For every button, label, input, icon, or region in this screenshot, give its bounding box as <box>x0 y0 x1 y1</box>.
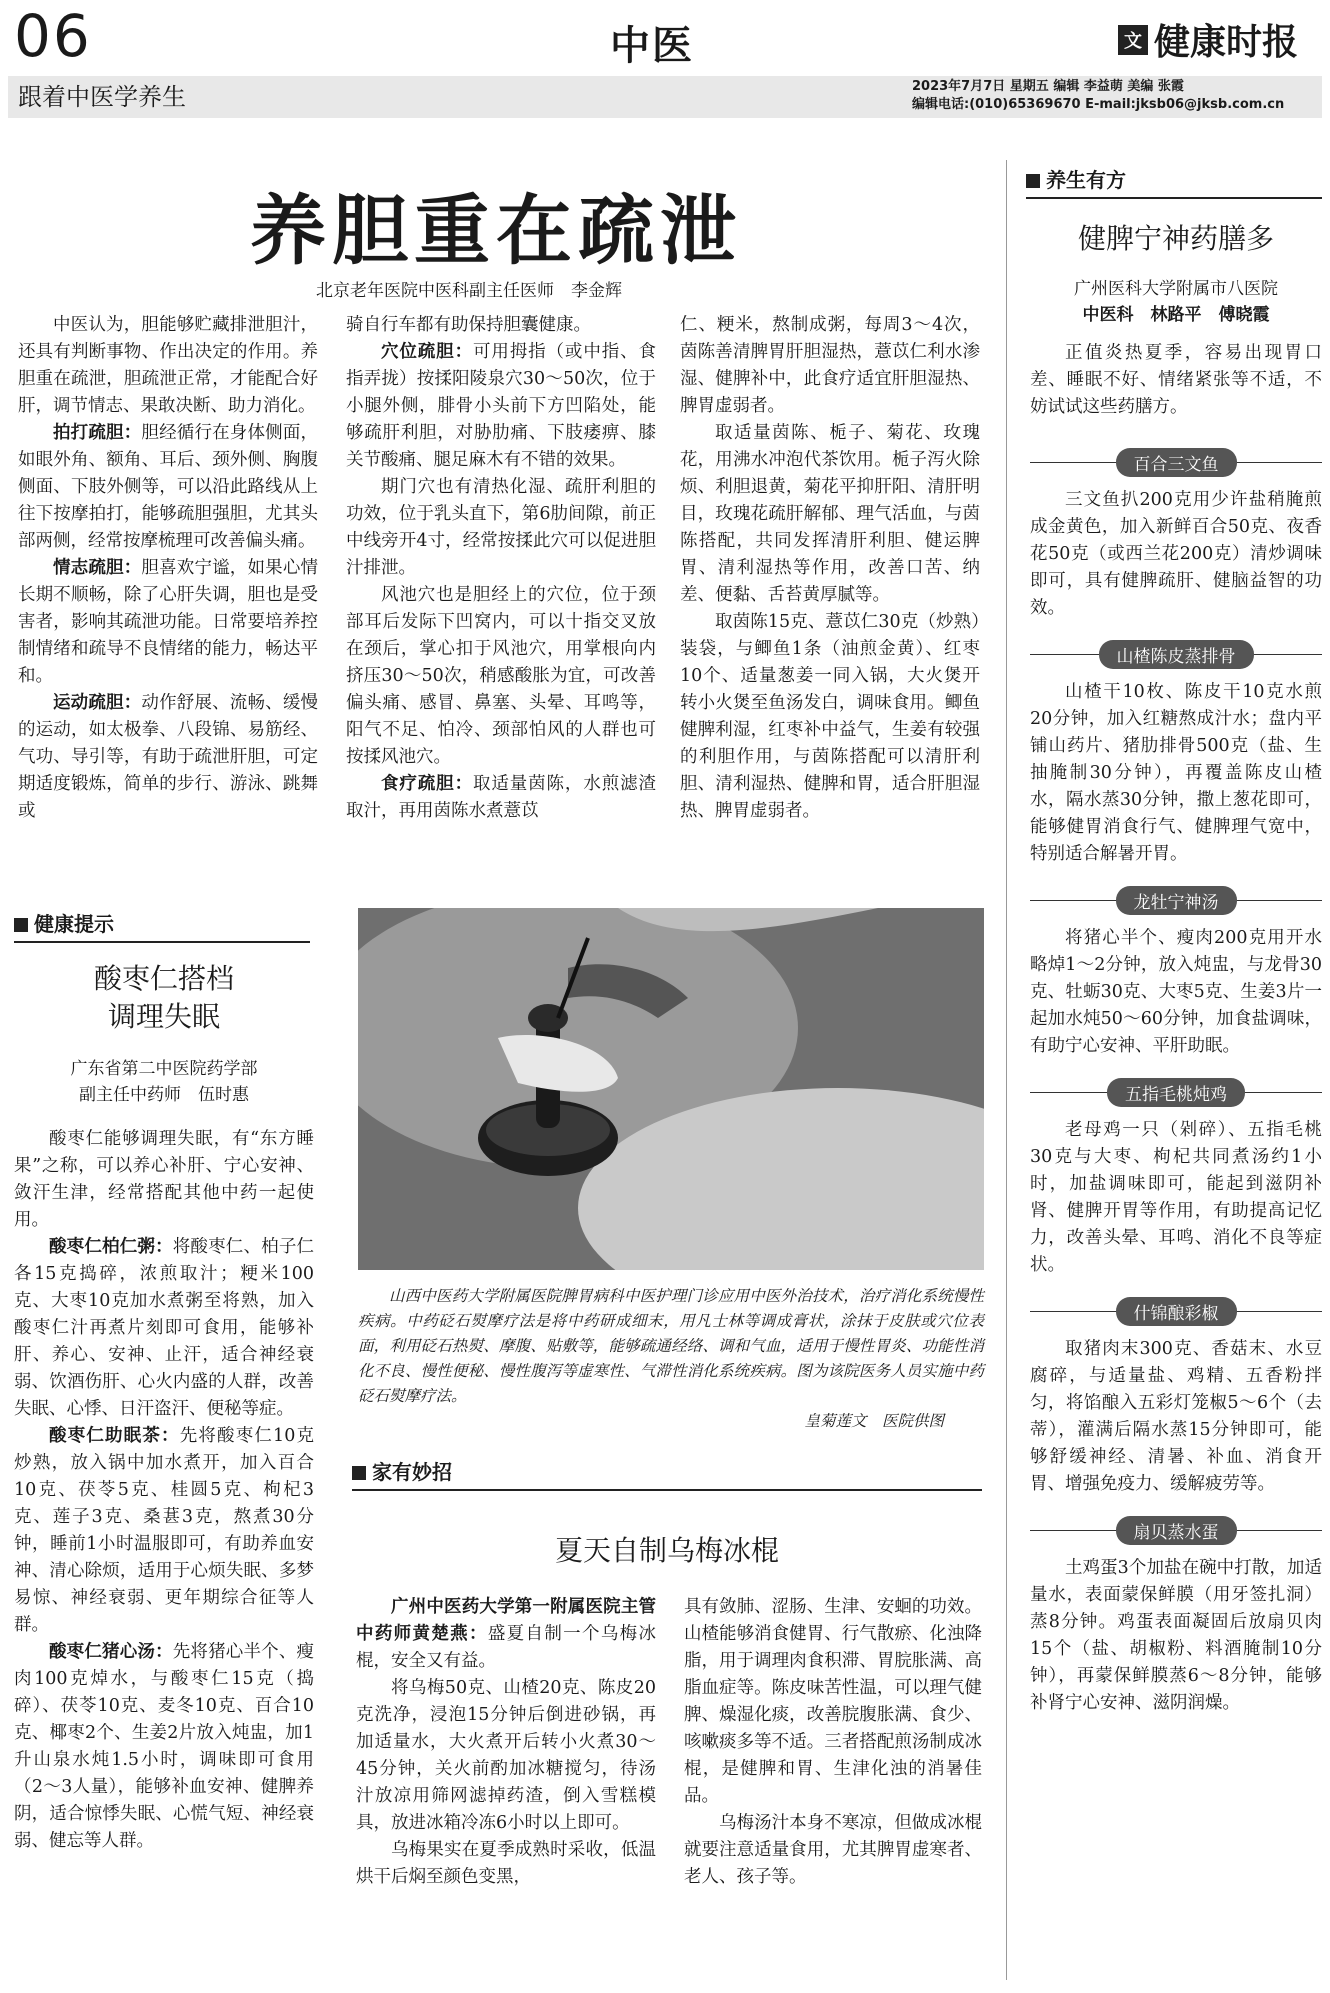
paragraph <box>680 312 980 420</box>
editor-info <box>912 78 1284 114</box>
rule <box>1030 1311 1116 1312</box>
byline: 北京老年医院中医科副主任医师 李金辉 <box>316 281 622 301</box>
paragraph-text: 先将酸枣仁10克炒熟，放入锅中加水煮开，加入百合10克、茯苓5克、桂圆5克、枸杞3克、莲子3克、桑葚3克，熬煮30分钟，睡前1小时温服即可，有助养血安神、清心除烦，适用于心烦失眠、多梦易惊、神经衰弱、更年期综合征等人群。 <box>14 1426 314 1635</box>
lead-in: 酸枣仁助眠茶： <box>49 1426 180 1446</box>
paragraph-text: 中医认为，胆能够贮藏排泄胆汁，还具有判断事物、作出决定的作用。养胆重在疏泄，胆疏泄正常，才能配合好肝，调节情志、果敢决断、助力消化。 <box>18 315 318 416</box>
rule <box>1030 1092 1107 1093</box>
recipe <box>1030 886 1322 1060</box>
home-title: 夏天自制乌梅冰棍 <box>554 1534 779 1567</box>
paragraph-text: 具有敛肺、涩肠、生津、安蛔的功效。山楂能够消食健胃、行气散瘀、化浊降脂，用于调理肉食积滞、胃脘胀满、高脂血症等。陈皮味苦性温，可以理气健脾、燥湿化痰，改善脘腹胀满、食少、咳嗽痰多等不适。三者搭配煎汤制成冰棍，是健脾和胃、生津化浊的消暑佳品。 <box>684 1597 982 1806</box>
photo-illustration <box>358 908 984 1270</box>
section-marker <box>14 918 28 932</box>
caption-text: 山西中医药大学附属医院脾胃病科中医护理门诊应用中医外治技术，治疗消化系统慢性疾病。中药砭石熨摩疗法是将中药研成细末，用凡士林等调成膏状，涂抹于皮肤或穴位表面，利用砭石热熨、摩腹、贴敷等，能够疏通经络、调和气血，适用于慢性胃炎、功能性消化不良、慢性便秘、慢性腹泻等虚寒性、气滞性消化系统疾病。图为该院医务人员实施中药砭石熨摩疗法。 <box>358 1287 984 1405</box>
lead-in: 酸枣仁柏仁粥： <box>49 1237 173 1257</box>
paragraph-text: 取适量茵陈，水煎滤渣取汁，再用茵陈水煮薏苡 <box>346 774 657 821</box>
paragraph <box>356 1837 656 1891</box>
recipe-text: 山楂干10枚、陈皮干10克水煎20分钟，加入红糖熬成汁水；盘内平铺山药片、猪肋排骨500克（盐、生抽腌制30分钟），再覆盖陈皮山楂水，隔水蒸30分钟，撒上葱花即可，能够健胃消食行气、健脾理气宽中，特别适合解暑开胃。 <box>1030 682 1322 864</box>
rule <box>1237 900 1323 901</box>
paragraph-text: 先将猪心半个、瘦肉100克焯水，与酸枣仁15克（捣碎）、茯苓10克、麦冬10克、百合10克、椰枣2个、生姜2片放入炖盅，加1升山泉水炖1.5小时，调味即可食用（2～3人量），能够补血安神、健脾养阴，适合惊悸失眠、心慌气短、神经衰弱、健忘等人群。 <box>14 1642 314 1851</box>
paragraph-text: 胆喜欢宁谧，如果心情长期不顺畅，除了心肝失调，胆也是受害者，影响其疏泄功能。日常要培养控制情绪和疏导不良情绪的能力，畅达平和。 <box>18 558 319 686</box>
photo-credit: 皇菊莲文 医院供图 <box>804 1412 944 1430</box>
logo-seal: 文 <box>1118 25 1148 55</box>
recipe-name: 百合三文鱼 <box>1116 448 1237 477</box>
lead-in: 穴位疏胆： <box>381 342 473 362</box>
column-divider <box>1006 160 1007 1980</box>
lead-in: 运动疏胆： <box>53 693 142 713</box>
recipe-text: 取猪肉末300克、香菇末、水豆腐碎，与适量盐、鸡精、五香粉拌匀，将馅酿入五彩灯笼椒5～6个（去蒂），灌满后隔水蒸15分钟即可，能够舒缓神经、清暑、补血、消食开胃、增强免疫力、缓解疲劳等。 <box>1030 1339 1322 1494</box>
tips-author-name: 副主任中药师 伍时惠 <box>79 1085 249 1105</box>
recipe <box>1030 1516 1322 1717</box>
column-name: 跟着中医学养生 <box>18 83 186 111</box>
logo-text: 健康时报 <box>1154 22 1299 63</box>
side-author-org: 广州医科大学附属市八医院 <box>1074 279 1278 299</box>
paragraph <box>680 609 980 825</box>
rule <box>1237 1311 1323 1312</box>
recipe <box>1030 640 1322 868</box>
lead-in: 酸枣仁猪心汤： <box>49 1642 173 1662</box>
recipe-name: 山楂陈皮蒸排骨 <box>1099 640 1254 669</box>
paragraph <box>14 1423 314 1639</box>
paragraph-text: 将酸枣仁、柏子仁各15克捣碎，浓煎取汁；粳米100克、大枣10克加水煮粥至将熟，加入酸枣仁汁再煮片刻即可食用，能够补肝、养心、安神、止汗，适合神经衰弱、饮酒伤肝、心火内盛的人群，改善失眠、心悸、日汗盗汗、便秘等症。 <box>14 1237 314 1419</box>
article-column-3 <box>680 312 980 825</box>
recipe-header <box>1030 1078 1322 1107</box>
headline: 养胆重在疏泄 <box>250 186 742 275</box>
masthead-logo <box>1118 14 1298 65</box>
article-column-1 <box>18 312 318 825</box>
paragraph <box>356 1594 656 1675</box>
recipe-header <box>1030 1297 1322 1326</box>
paragraph <box>346 582 656 771</box>
paragraph <box>356 1675 656 1837</box>
lead-in: 情志疏胆： <box>53 558 142 578</box>
rule <box>1030 462 1116 463</box>
section-title: 中医 <box>610 23 694 69</box>
tips-title-line: 调理失眠 <box>107 1000 220 1033</box>
paragraph-text: 期门穴也有清热化湿、疏肝利胆的功效，位于乳头直下，第6肋间隙，前正中线旁开4寸，经常按揉此穴可以促进胆汁排泄。 <box>346 477 656 578</box>
paragraph-text: 风池穴也是胆经上的穴位，位于颈部耳后发际下凹窝内，可以十指交叉放在颈后，掌心扣于风池穴，用掌根向内挤压30～50次，稍感酸胀为宜，可改善偏头痛、感冒、鼻塞、头晕、耳鸣等，阳气不足、怕冷、颈部怕风的人群也可按揉风池穴。 <box>346 585 656 767</box>
side-section-header <box>1026 164 1322 199</box>
paragraph <box>18 420 318 555</box>
rule <box>1254 654 1323 655</box>
editor-line: 2023年7月7日 星期五 编辑 李益萌 美编 张霞 <box>912 79 1184 94</box>
home-section-label: 家有妙招 <box>372 1460 452 1484</box>
paragraph-text: 酸枣仁能够调理失眠，有“东方睡果”之称，可以养心补肝、宁心安神、敛汗生津，经常搭配其他中药一起使用。 <box>14 1129 314 1230</box>
rule <box>1030 654 1099 655</box>
rule <box>1030 900 1116 901</box>
paragraph <box>18 312 318 420</box>
treatment-photo <box>358 908 984 1270</box>
paragraph-text: 骑自行车都有助保持胆囊健康。 <box>346 315 591 335</box>
lead-in: 拍打疏胆： <box>53 423 142 443</box>
rule <box>1237 1530 1323 1531</box>
recipe-name: 什锦酿彩椒 <box>1116 1297 1237 1326</box>
recipe-text: 土鸡蛋3个加盐在碗中打散，加适量水，表面蒙保鲜膜（用牙签扎洞）蒸8分钟。鸡蛋表面凝固后放扇贝肉15个（盐、胡椒粉、料酒腌制10分钟），再蒙保鲜膜蒸6～8分钟，能够补肾宁心安神、滋阴润燥。 <box>1030 1558 1322 1713</box>
recipe <box>1030 448 1322 622</box>
side-intro-text: 正值炎热夏季，容易出现胃口差、睡眠不好、情绪紧张等不适，不妨试试这些药膳方。 <box>1030 343 1322 417</box>
tips-title <box>14 960 314 1036</box>
paragraph-text: 仁、粳米，熬制成粥，每周3～4次，茵陈善清脾胃肝胆湿热，薏苡仁利水渗湿、健脾补中，此食疗适宜肝胆湿热、脾胃虚弱者。 <box>680 315 980 416</box>
tips-body <box>14 1126 314 1855</box>
paragraph <box>346 312 656 339</box>
recipe-header <box>1030 448 1322 477</box>
recipe-name: 龙牡宁神汤 <box>1116 886 1237 915</box>
section-marker <box>1026 174 1040 188</box>
paragraph-text: 盛夏自制一个乌梅冰棍，安全又有益。 <box>356 1624 657 1671</box>
recipe-header <box>1030 886 1322 915</box>
recipe-text: 三文鱼扒200克用少许盐稍腌煎成金黄色，加入新鲜百合50克、夜香花50克（或西兰花200克）清炒调味即可，具有健脾疏肝、健脑益智的功效。 <box>1030 490 1322 618</box>
recipe <box>1030 1297 1322 1498</box>
tips-title-line: 酸枣仁搭档 <box>93 962 234 995</box>
recipe-header <box>1030 640 1322 669</box>
tips-section-label: 健康提示 <box>34 912 114 936</box>
paragraph-text: 乌梅果实在夏季成熟时采收，低温烘干后焖至颜色变黑， <box>356 1840 656 1887</box>
paragraph <box>14 1639 314 1855</box>
tips-author <box>14 1056 314 1108</box>
paragraph-text: 乌梅汤汁本身不寒凉，但做成冰棍就要注意适量食用，尤其脾胃虚寒者、老人、孩子等。 <box>684 1813 982 1887</box>
paragraph <box>346 474 656 582</box>
paragraph-text: 胆经循行在身体侧面，如眼外角、额角、耳后、颈外侧、胸腹侧面、下肢外侧等，可以沿此路线从上往下按摩拍打，能够疏胆强胆，尤其头部两侧，经常按摩梳理可改善偏头痛。 <box>18 423 319 551</box>
contact-line: 编辑电话:(010)65369670 E-mail:jksb06@jksb.com.cn <box>912 97 1285 112</box>
paragraph <box>18 555 318 690</box>
paragraph <box>346 339 656 474</box>
recipe-name: 扇贝蒸水蛋 <box>1116 1516 1237 1545</box>
recipe-list <box>1030 448 1322 1735</box>
photo-caption <box>358 1284 984 1434</box>
rule <box>1237 462 1323 463</box>
paragraph <box>684 1594 982 1810</box>
side-intro <box>1030 340 1322 421</box>
paragraph <box>684 1810 982 1891</box>
paragraph <box>680 420 980 609</box>
rule <box>1030 1530 1116 1531</box>
side-author <box>1026 276 1326 328</box>
section-marker <box>352 1466 366 1480</box>
article-column-2 <box>346 312 656 825</box>
paragraph-text: 动作舒展、流畅、缓慢的运动，如太极拳、八段锦、易筋经、气功、导引等，有助于疏泄肝胆，可定期适度锻炼，简单的步行、游泳、跳舞或 <box>18 693 319 821</box>
paragraph-text: 可用拇指（或中指、食指弄拢）按揉阳陵泉穴30～50次，位于小腿外侧，腓骨小头前下方凹陷处，能够疏肝利胆，对胁肋痛、下肢痿痹、膝关节酸痛、腿足麻木有不错的效果。 <box>346 342 657 470</box>
side-title: 健脾宁神药膳多 <box>1077 222 1274 255</box>
recipe <box>1030 1078 1322 1279</box>
lead-in: 食疗疏胆： <box>381 774 473 794</box>
paragraph <box>14 1126 314 1234</box>
recipe-text: 老母鸡一只（剁碎）、五指毛桃30克与大枣、枸杞共同煮汤约1小时，加盐调味即可，能起到滋阴补肾、健脾开胃等作用，有助提高记忆力，改善头晕、耳鸣、消化不良等症状。 <box>1030 1120 1322 1275</box>
tips-section-header <box>14 908 310 943</box>
tips-author-org: 广东省第二中医院药学部 <box>70 1059 258 1079</box>
side-author-name: 中医科 林路平 傅晓霞 <box>1082 305 1270 325</box>
paragraph-text: 取适量茵陈、栀子、菊花、玫瑰花，用沸水冲泡代茶饮用。栀子泻火除烦、利胆退黄，菊花平抑肝阳、清肝明目，玫瑰花疏肝解郁、理气活血，与茵陈搭配，共同发挥清肝利胆、健运脾胃、清利湿热等作用，改善口苦、纳差、便黏、舌苔黄厚腻等。 <box>680 423 980 605</box>
paragraph <box>14 1234 314 1423</box>
paragraph-text: 取茵陈15克、薏苡仁30克（炒熟）装袋，与鲫鱼1条（油煎金黄）、红枣10个、适量葱姜一同入锅，大火煲开转小火煲至鱼汤发白，调味食用。鲫鱼健脾利湿，红枣补中益气，生姜有较强的利胆作用，与茵陈搭配可以清肝利胆、清利湿热、健脾和胃，适合肝胆湿热、脾胃虚弱者。 <box>680 612 980 821</box>
home-column-2 <box>684 1594 982 1891</box>
paragraph <box>346 771 656 825</box>
home-column-1 <box>356 1594 656 1891</box>
page-number: 06 <box>14 2 92 70</box>
paragraph <box>18 690 318 825</box>
recipe-name: 五指毛桃炖鸡 <box>1107 1078 1245 1107</box>
side-section-label: 养生有方 <box>1046 168 1126 192</box>
recipe-header <box>1030 1516 1322 1545</box>
lead-in: 广州中医药大学第一附属医院主管中药师黄楚燕： <box>356 1597 656 1644</box>
recipe-text: 将猪心半个、瘦肉200克用开水略焯1～2分钟，放入炖盅，与龙骨30克、牡蛎30克、大枣5克、生姜3片一起加水炖50～60分钟，加食盐调味，有助宁心安神、平肝助眠。 <box>1030 928 1322 1056</box>
rule <box>1245 1092 1322 1093</box>
home-section-header <box>352 1456 982 1491</box>
paragraph-text: 将乌梅50克、山楂20克、陈皮20克洗净，浸泡15分钟后倒进砂锅，再加适量水，大火煮开后转小火煮30～45分钟，关火前酌加冰糖搅匀，待汤汁放凉用筛网滤掉药渣，倒入雪糕模具，放进冰箱冷冻6小时以上即可。 <box>356 1678 656 1833</box>
